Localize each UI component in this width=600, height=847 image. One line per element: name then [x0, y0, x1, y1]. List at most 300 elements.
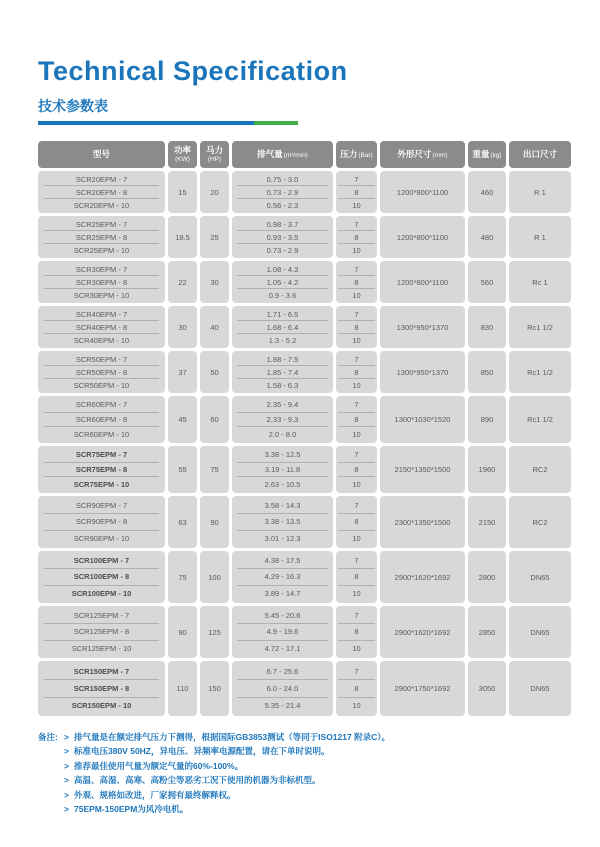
dims-value: 1200*800*1100 — [396, 277, 449, 287]
model-value: SCR100EPM - 10 — [71, 588, 132, 598]
weight-cell — [468, 661, 506, 716]
header-label: 排气量 — [257, 148, 283, 159]
model-value: SCR90EPM - 7 — [44, 498, 158, 514]
model-cell — [38, 171, 165, 213]
model-cell — [38, 216, 165, 258]
model-cell — [38, 446, 165, 493]
outlet-cell — [509, 661, 571, 716]
pressure-cell — [336, 396, 377, 443]
outlet-cell — [509, 216, 571, 258]
flow-value: 1.08 - 4.3 — [237, 263, 328, 276]
page-subtitle: 技术参数表 — [38, 98, 108, 114]
note-bullet: > — [64, 746, 69, 757]
power-cell — [168, 216, 197, 258]
flow-value: 4.72 - 17.1 — [264, 643, 301, 653]
note-line-1 — [38, 730, 568, 744]
power-value: 37 — [178, 367, 187, 377]
pressure-value: 10 — [352, 479, 361, 489]
dims-cell — [380, 661, 465, 716]
model-cell — [38, 306, 165, 348]
model-value: SCR125EPM - 10 — [71, 643, 132, 653]
pressure-cell — [336, 216, 377, 258]
model-value: SCR75EPM - 7 — [44, 448, 158, 463]
hp-cell — [200, 216, 229, 258]
model-value: SCR150EPM - 8 — [44, 680, 158, 697]
flow-cell — [232, 446, 333, 493]
model-value: SCR90EPM - 8 — [44, 514, 158, 530]
power-value: 22 — [178, 277, 187, 287]
weight-value: 890 — [480, 415, 494, 424]
model-value: SCR40EPM - 8 — [44, 321, 158, 334]
flow-cell — [232, 261, 333, 303]
pressure-value: 7 — [338, 173, 375, 186]
model-value: SCR150EPM - 7 — [44, 663, 158, 680]
note-bullet: > — [64, 775, 69, 786]
dims-cell — [380, 396, 465, 443]
pressure-value: 10 — [352, 200, 361, 210]
outlet-value: Rc1 1/2 — [527, 367, 553, 377]
outlet-value: Rc1 1/2 — [527, 415, 553, 424]
model-value: SCR60EPM - 7 — [44, 398, 158, 413]
power-cell — [168, 171, 197, 213]
outlet-value: RC2 — [532, 465, 548, 474]
dims-cell — [380, 306, 465, 348]
header-unit: (kg) — [490, 151, 502, 159]
pressure-cell — [336, 496, 377, 548]
flow-value: 2.35 - 9.4 — [237, 398, 328, 413]
dims-cell — [380, 261, 465, 303]
header-label: 重量 — [472, 148, 490, 159]
note-line-2 — [38, 744, 568, 758]
group-row-SCR25EPM — [38, 216, 571, 258]
power-cell — [168, 551, 197, 603]
outlet-value: DN65 — [530, 684, 550, 693]
dims-cell — [380, 606, 465, 658]
hp-cell — [200, 606, 229, 658]
power-cell — [168, 396, 197, 443]
flow-value: 2.0 - 8.0 — [268, 429, 297, 439]
note-line-4 — [38, 773, 568, 787]
flow-value: 1.71 - 6.5 — [237, 308, 328, 321]
header-line — [523, 150, 557, 159]
flow-value: 6.7 - 25.6 — [237, 663, 328, 680]
weight-value: 2800 — [478, 572, 496, 582]
weight-cell — [468, 551, 506, 603]
flow-cell — [232, 171, 333, 213]
flow-value: 2.63 - 10.5 — [264, 479, 301, 489]
pressure-value: 7 — [338, 218, 375, 231]
weight-value: 830 — [480, 322, 494, 332]
flow-value: 3.38 - 12.5 — [237, 448, 328, 463]
header-line — [93, 150, 110, 159]
pressure-value: 8 — [338, 366, 375, 379]
model-value: SCR90EPM - 10 — [73, 533, 130, 543]
model-value: SCR125EPM - 8 — [44, 624, 158, 640]
pressure-value: 8 — [338, 624, 375, 640]
title-underline-green-segment — [254, 121, 298, 125]
flow-value: 4.29 - 16.3 — [237, 569, 328, 585]
hp-cell — [200, 551, 229, 603]
weight-value: 1960 — [478, 465, 496, 474]
weight-value: 3050 — [478, 684, 496, 693]
flow-value: 1.3 - 5.2 — [268, 335, 297, 345]
pressure-value: 8 — [338, 514, 375, 530]
note-text: 高温、高湿、高寒、高粉尘等恶劣工况下使用的机器为非标机型。 — [74, 775, 321, 786]
header-cell-power — [168, 141, 197, 168]
model-value: SCR75EPM - 8 — [44, 463, 158, 478]
pressure-value: 10 — [352, 701, 361, 711]
note-bullet: > — [64, 789, 69, 800]
outlet-value: R 1 — [534, 187, 546, 197]
weight-cell — [468, 261, 506, 303]
hp-value: 125 — [208, 627, 221, 637]
flow-value: 4.38 - 17.5 — [237, 553, 328, 569]
model-value: SCR30EPM - 7 — [44, 263, 158, 276]
flow-value: 3.01 - 12.3 — [264, 533, 301, 543]
hp-value: 25 — [210, 232, 219, 242]
hp-cell — [200, 446, 229, 493]
header-unit: (mm) — [432, 151, 448, 159]
flow-cell — [232, 551, 333, 603]
pressure-value: 8 — [338, 413, 375, 428]
outlet-cell — [509, 171, 571, 213]
flow-value: 1.88 - 7.5 — [237, 353, 328, 366]
power-cell — [168, 261, 197, 303]
model-value: SCR40EPM - 10 — [73, 335, 130, 345]
flow-value: 0.56 - 2.3 — [266, 200, 299, 210]
weight-value: 2150 — [478, 517, 496, 527]
group-row-SCR50EPM — [38, 351, 571, 393]
group-row-SCR125EPM — [38, 606, 571, 658]
model-value: SCR60EPM - 8 — [44, 413, 158, 428]
header-line — [257, 150, 308, 159]
pressure-value: 10 — [352, 643, 361, 653]
outlet-cell — [509, 351, 571, 393]
pressure-value: 10 — [352, 245, 361, 255]
hp-cell — [200, 351, 229, 393]
pressure-value: 8 — [338, 231, 375, 244]
header-label: 出口尺寸 — [522, 148, 557, 159]
header-unit: (HP) — [207, 155, 222, 163]
outlet-value: DN65 — [530, 572, 550, 582]
power-cell — [168, 306, 197, 348]
header-unit: (KW) — [175, 155, 190, 163]
power-value: 45 — [178, 415, 187, 424]
pressure-value: 8 — [338, 276, 375, 289]
hp-cell — [200, 496, 229, 548]
outlet-cell — [509, 496, 571, 548]
dims-cell — [380, 446, 465, 493]
flow-cell — [232, 606, 333, 658]
group-row-SCR20EPM — [38, 171, 571, 213]
outlet-value: R 1 — [534, 232, 546, 242]
dims-cell — [380, 351, 465, 393]
dims-cell — [380, 496, 465, 548]
outlet-cell — [509, 306, 571, 348]
model-value: SCR20EPM - 10 — [73, 200, 130, 210]
note-text: 排气量是在额定排气压力下测得，根据国际GB3853测试（等同于ISO1217 附录C）。 — [74, 732, 390, 742]
hp-value: 30 — [210, 277, 219, 287]
header-cell-pressure — [336, 141, 377, 168]
flow-cell — [232, 306, 333, 348]
pressure-value: 10 — [352, 380, 361, 390]
pressure-cell — [336, 261, 377, 303]
pressure-value: 8 — [338, 463, 375, 478]
weight-cell — [468, 171, 506, 213]
weight-value: 460 — [480, 187, 494, 197]
outlet-cell — [509, 551, 571, 603]
header-line — [397, 150, 447, 159]
flow-value: 1.68 - 6.4 — [237, 321, 328, 334]
header-cell-weight — [468, 141, 506, 168]
hp-value: 50 — [210, 367, 219, 377]
dims-value: 1300*950*1370 — [396, 322, 449, 332]
header-cell-outlet — [509, 141, 571, 168]
dims-value: 2900*1620*1692 — [394, 572, 451, 582]
flow-cell — [232, 661, 333, 716]
model-cell — [38, 396, 165, 443]
weight-value: 2850 — [478, 627, 496, 637]
header-label: 外形尺寸 — [397, 148, 432, 159]
flow-value: 3.89 - 14.7 — [264, 588, 301, 598]
flow-value: 1.05 - 4.2 — [237, 276, 328, 289]
flow-value: 5.35 - 21.4 — [264, 701, 301, 711]
model-value: SCR50EPM - 8 — [44, 366, 158, 379]
hp-value: 150 — [208, 684, 221, 693]
weight-cell — [468, 216, 506, 258]
dims-value: 2150*1350*1500 — [394, 465, 451, 474]
flow-value: 0.98 - 3.7 — [237, 218, 328, 231]
spec-table — [38, 141, 571, 716]
weight-cell — [468, 351, 506, 393]
dims-value: 1300*1030*1520 — [394, 415, 451, 424]
power-value: 15 — [178, 187, 187, 197]
flow-value: 1.85 - 7.4 — [237, 366, 328, 379]
pressure-value: 10 — [352, 588, 361, 598]
group-row-SCR100EPM — [38, 551, 571, 603]
pressure-value: 10 — [352, 429, 361, 439]
power-cell — [168, 496, 197, 548]
header-line — [472, 150, 501, 159]
header-label: 压力 — [340, 148, 358, 159]
power-cell — [168, 446, 197, 493]
pressure-cell — [336, 606, 377, 658]
pressure-cell — [336, 171, 377, 213]
model-value: SCR50EPM - 7 — [44, 353, 158, 366]
header-cell-dims — [380, 141, 465, 168]
weight-cell — [468, 396, 506, 443]
pressure-value: 7 — [338, 498, 375, 514]
note-line-3 — [38, 759, 568, 773]
model-value: SCR25EPM - 10 — [73, 245, 130, 255]
header-cell-flow — [232, 141, 333, 168]
weight-value: 850 — [480, 367, 494, 377]
pressure-cell — [336, 306, 377, 348]
outlet-cell — [509, 606, 571, 658]
notes-section — [38, 730, 568, 817]
model-cell — [38, 661, 165, 716]
model-value: SCR125EPM - 7 — [44, 608, 158, 624]
pressure-value: 8 — [338, 569, 375, 585]
header-line — [340, 150, 372, 159]
pressure-value: 7 — [338, 308, 375, 321]
header-label: 型号 — [92, 148, 110, 159]
dims-cell — [380, 551, 465, 603]
note-bullet: > — [64, 804, 69, 815]
flow-value: 0.93 - 3.5 — [237, 231, 328, 244]
hp-value: 90 — [210, 517, 219, 527]
note-text: 75EPM-150EPM为风冷电机。 — [74, 804, 189, 815]
dims-value: 2900*1620*1692 — [394, 627, 451, 637]
pressure-cell — [336, 446, 377, 493]
model-value: SCR30EPM - 8 — [44, 276, 158, 289]
pressure-value: 10 — [352, 335, 361, 345]
power-value: 75 — [178, 572, 187, 582]
pressure-value: 8 — [338, 680, 375, 697]
note-bullet: > — [64, 760, 69, 771]
dims-value: 1300*950*1370 — [396, 367, 449, 377]
note-bullet: > — [64, 732, 69, 742]
model-value: SCR40EPM - 7 — [44, 308, 158, 321]
flow-cell — [232, 496, 333, 548]
outlet-value: Rc 1 — [532, 277, 548, 287]
hp-value: 75 — [210, 465, 219, 474]
header-unit: (Bar) — [358, 151, 373, 159]
note-label: 备注: — [38, 732, 58, 742]
model-value: SCR20EPM - 8 — [44, 186, 158, 199]
note-text: 外观、规格如改进，厂家拥有最终解释权。 — [74, 789, 236, 800]
flow-cell — [232, 351, 333, 393]
model-cell — [38, 606, 165, 658]
title-underline — [38, 121, 298, 125]
model-cell — [38, 351, 165, 393]
model-value: SCR60EPM - 10 — [73, 429, 130, 439]
flow-value: 3.19 - 11.8 — [237, 463, 328, 478]
weight-cell — [468, 446, 506, 493]
pressure-value: 8 — [338, 321, 375, 334]
power-value: 30 — [178, 322, 187, 332]
note-text: 推荐最佳使用气量为额定气量的60%-100%。 — [74, 760, 244, 771]
group-row-SCR150EPM — [38, 661, 571, 716]
pressure-value: 7 — [338, 608, 375, 624]
flow-value: 3.38 - 13.5 — [237, 514, 328, 530]
hp-value: 100 — [208, 572, 221, 582]
flow-cell — [232, 396, 333, 443]
group-row-SCR40EPM — [38, 306, 571, 348]
pressure-cell — [336, 551, 377, 603]
hp-cell — [200, 261, 229, 303]
flow-cell — [232, 216, 333, 258]
header-cell-hp — [200, 141, 229, 168]
flow-value: 0.73 - 2.9 — [237, 186, 328, 199]
header-unit: (m³/min) — [283, 151, 308, 159]
group-row-SCR30EPM — [38, 261, 571, 303]
hp-value: 20 — [210, 187, 219, 197]
outlet-value: DN65 — [530, 627, 550, 637]
pressure-cell — [336, 351, 377, 393]
hp-value: 60 — [210, 415, 219, 424]
model-value: SCR25EPM - 8 — [44, 231, 158, 244]
pressure-value: 7 — [338, 448, 375, 463]
dims-cell — [380, 216, 465, 258]
table-header-row — [38, 141, 571, 168]
model-value: SCR25EPM - 7 — [44, 218, 158, 231]
hp-cell — [200, 171, 229, 213]
model-value: SCR30EPM - 10 — [73, 290, 130, 300]
flow-value: 0.75 - 3.0 — [237, 173, 328, 186]
hp-cell — [200, 306, 229, 348]
hp-cell — [200, 661, 229, 716]
model-cell — [38, 496, 165, 548]
header-label: 功率 — [173, 145, 191, 156]
flow-value: 0.9 - 3.6 — [268, 290, 297, 300]
note-line-6 — [38, 802, 568, 816]
pressure-value: 7 — [338, 663, 375, 680]
note-text: 标准电压380V 50HZ，异电压、异频率电源配置，请在下单时说明。 — [74, 746, 330, 757]
power-value: 63 — [178, 517, 187, 527]
pressure-value: 10 — [352, 290, 361, 300]
outlet-cell — [509, 261, 571, 303]
flow-value: 1.58 - 6.3 — [266, 380, 299, 390]
power-cell — [168, 661, 197, 716]
flow-value: 3.58 - 14.3 — [237, 498, 328, 514]
outlet-value: Rc1 1/2 — [527, 322, 553, 332]
power-value: 110 — [176, 684, 189, 693]
page-title: Technical Specification — [38, 56, 348, 86]
pressure-value: 10 — [352, 533, 361, 543]
power-value: 55 — [178, 465, 187, 474]
hp-cell — [200, 396, 229, 443]
group-row-SCR90EPM — [38, 496, 571, 548]
power-value: 18.5 — [175, 232, 190, 242]
group-row-SCR60EPM — [38, 396, 571, 443]
flow-value: 2.33 - 9.3 — [237, 413, 328, 428]
power-cell — [168, 351, 197, 393]
group-row-SCR75EPM — [38, 446, 571, 493]
model-value: SCR100EPM - 8 — [44, 569, 158, 585]
model-cell — [38, 261, 165, 303]
model-value: SCR75EPM - 10 — [73, 479, 130, 489]
pressure-value: 7 — [338, 398, 375, 413]
weight-cell — [468, 496, 506, 548]
outlet-value: RC2 — [532, 517, 548, 527]
flow-value: 4.9 - 19.6 — [237, 624, 328, 640]
pressure-value: 7 — [338, 353, 375, 366]
pressure-value: 7 — [338, 553, 375, 569]
flow-value: 6.0 - 24.0 — [237, 680, 328, 697]
model-value: SCR20EPM - 7 — [44, 173, 158, 186]
model-value: SCR100EPM - 7 — [44, 553, 158, 569]
header-label: 马力 — [205, 145, 223, 156]
model-value: SCR50EPM - 10 — [73, 380, 130, 390]
flow-value: 0.73 - 2.9 — [266, 245, 299, 255]
hp-value: 40 — [210, 322, 219, 332]
power-value: 90 — [178, 627, 187, 637]
dims-value: 1200*800*1100 — [396, 187, 449, 197]
pressure-cell — [336, 661, 377, 716]
dims-cell — [380, 171, 465, 213]
weight-cell — [468, 606, 506, 658]
weight-value: 560 — [480, 277, 494, 287]
weight-value: 480 — [480, 232, 494, 242]
pressure-value: 8 — [338, 186, 375, 199]
pressure-value: 7 — [338, 263, 375, 276]
dims-value: 1200*800*1100 — [396, 232, 449, 242]
note-line-5 — [38, 788, 568, 802]
weight-cell — [468, 306, 506, 348]
outlet-cell — [509, 396, 571, 443]
model-cell — [38, 551, 165, 603]
